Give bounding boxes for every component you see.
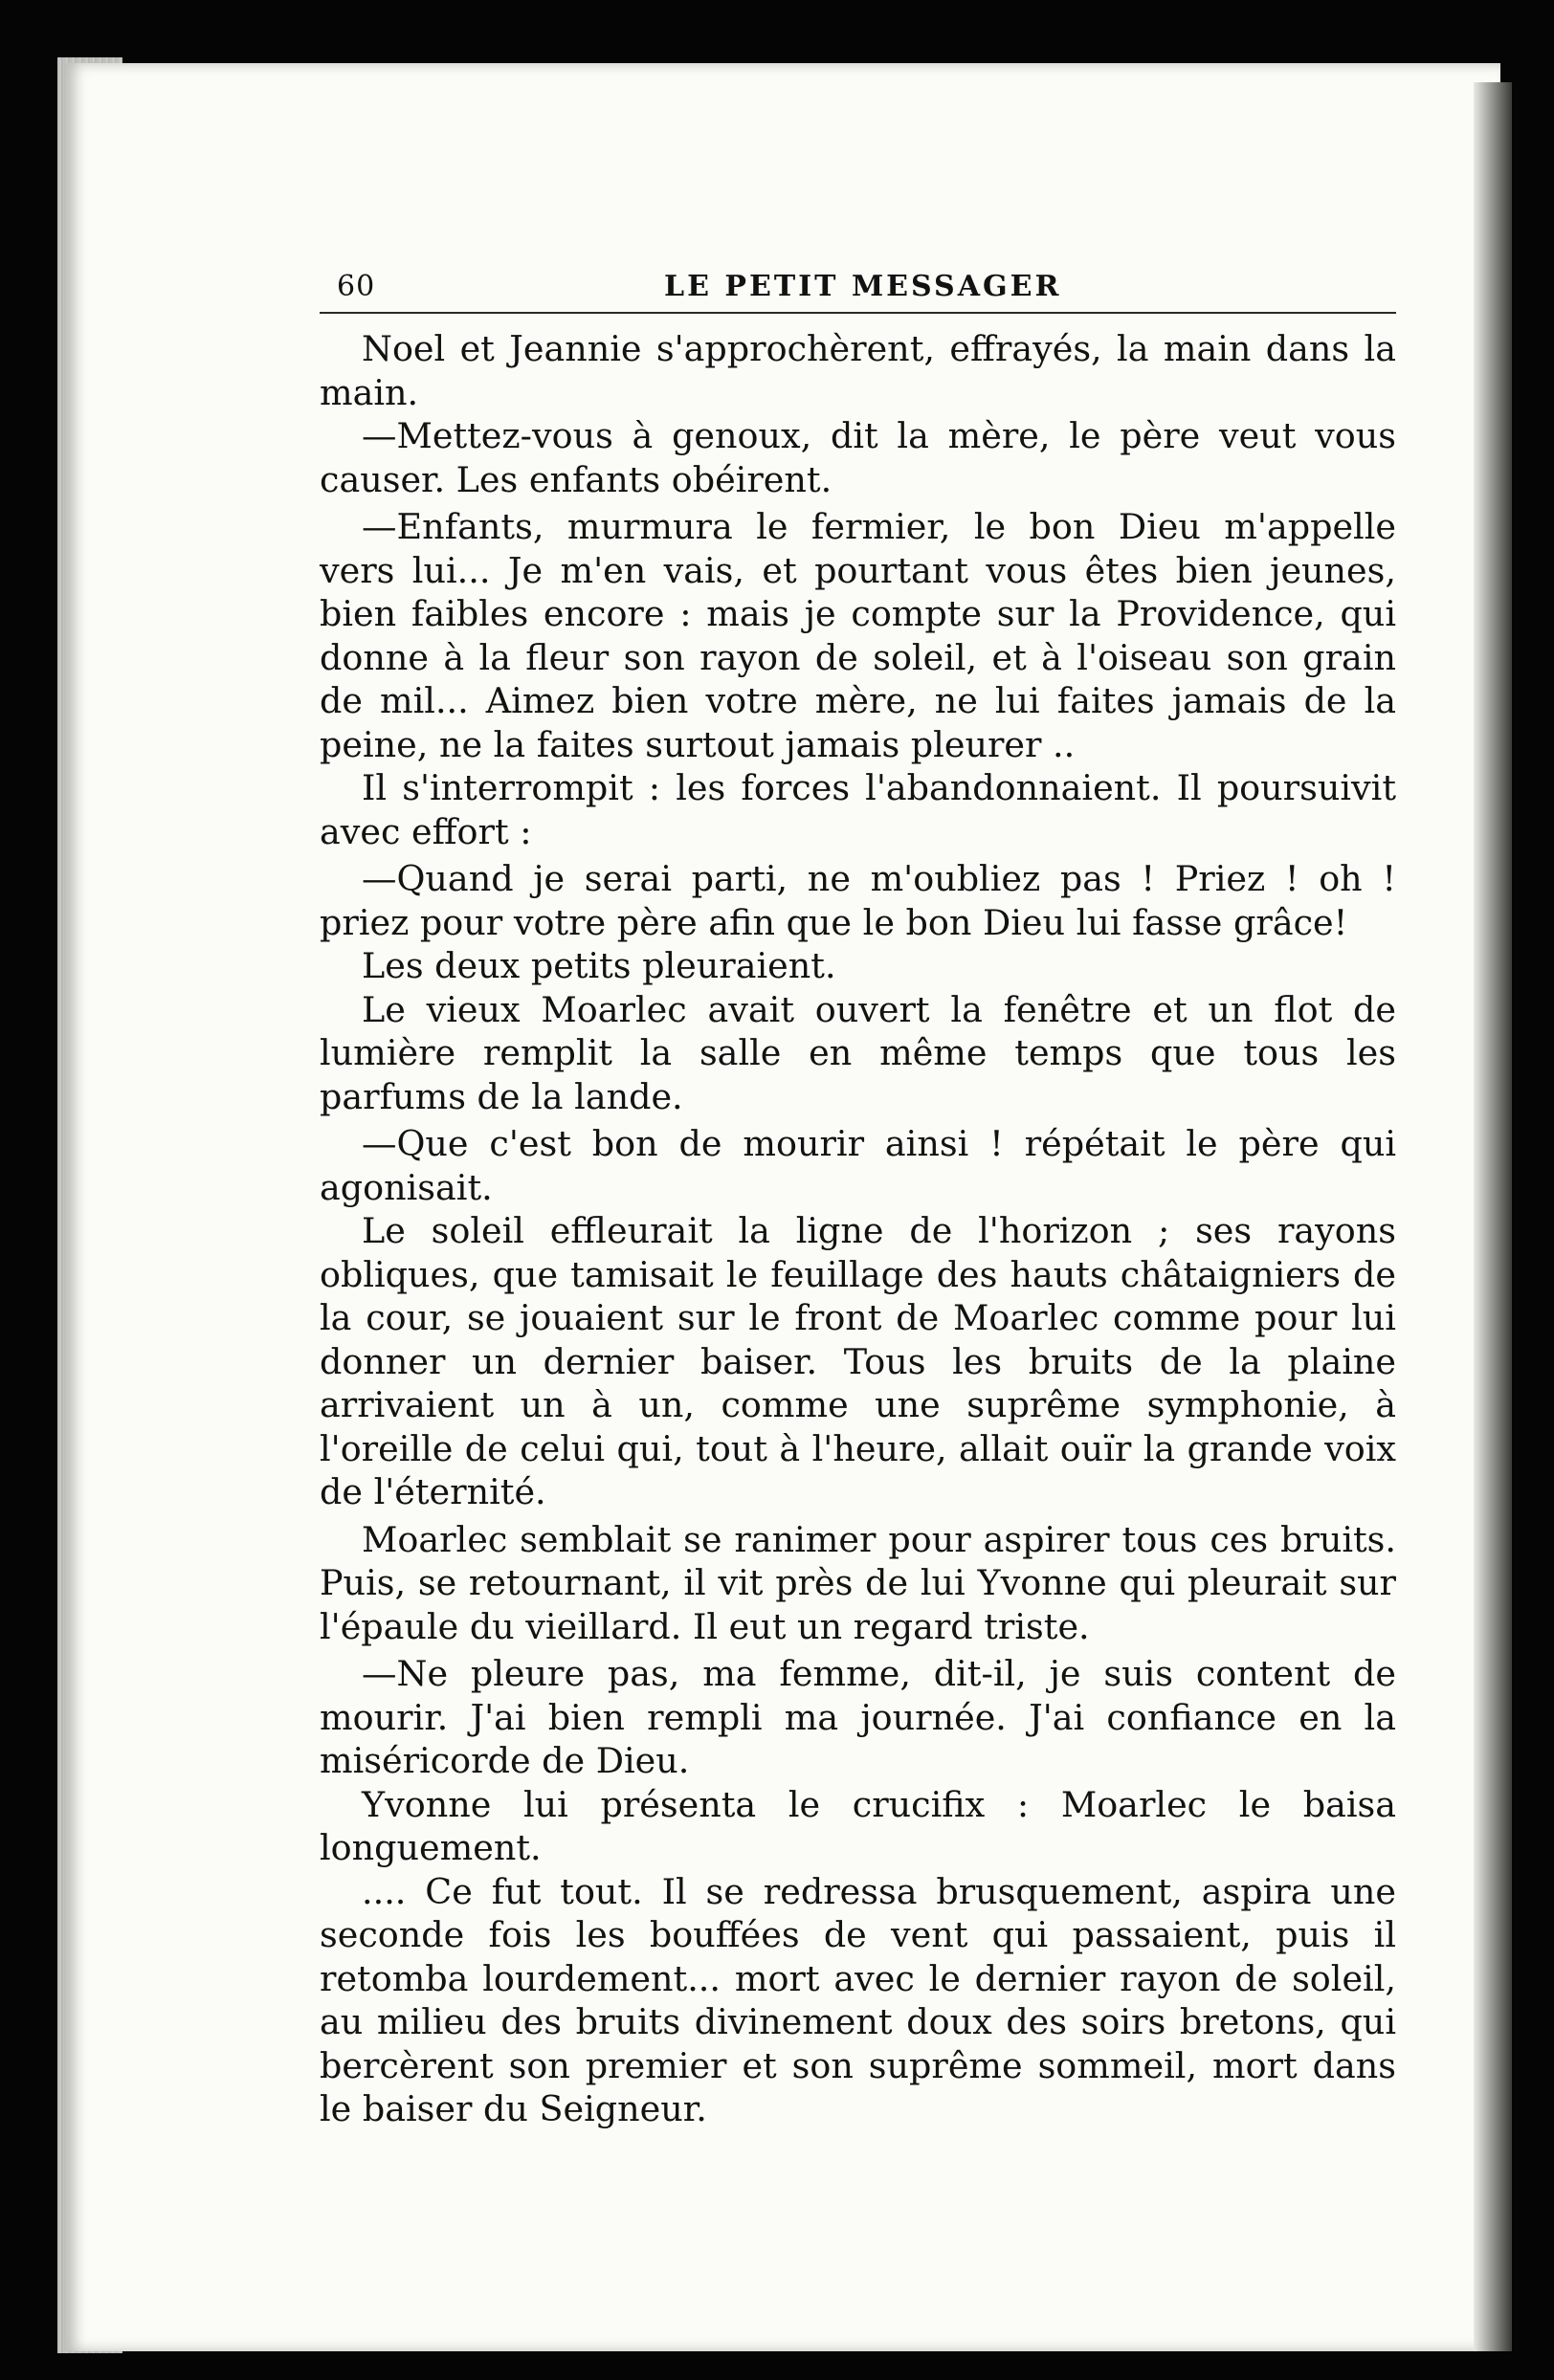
body-text <box>320 327 1396 2131</box>
paragraph: —Enfants, murmura le fermier, le bon Dieu m'appelle vers lui... Je m'en vais, et pourtant vous êtes bien jeunes, bien faibles encore : mais je compte sur la Providence, qui donne à la fleur son rayon de soleil, et à l'oiseau son grain de mil... Aimez bien votre mère, ne lui faites jamais de la peine, ne la faites surtout jamais pleurer .. <box>320 506 1396 765</box>
binding-shadow <box>1474 82 1512 2351</box>
paragraph: .... Ce fut tout. Il se redressa brusquement, aspira une seconde fois les bouffées de vent qui passaient, puis il retomba lourdement... mort avec le dernier rayon de soleil, au milieu des bruits divinement doux des soirs bretons, qui bercèrent son premier et son suprême sommeil, mort dans le baiser du Seigneur. <box>320 1870 1396 2129</box>
paragraph: Les deux petits pleuraient. <box>362 945 836 986</box>
text-block <box>320 258 1396 2131</box>
running-head <box>320 258 1396 314</box>
paragraph: —Ne pleure pas, ma femme, dit-il, je suis content de mourir. J'ai bien rempli ma journée. J'ai confiance en la miséricorde de Dieu. <box>320 1653 1396 1781</box>
page-number: 60 <box>337 270 376 303</box>
paragraph: Le soleil effleurait la ligne de l'horizon ; ses rayons obliques, que tamisait le feuillage des hauts châtaigniers de la cour, se jouaient sur le front de Moarlec comme pour lui donner un dernier baiser. Tous les bruits de la plaine arrivaient un à un, comme une suprême symphonie, à l'oreille de celui qui, tout à l'heure, allait ouïr la grande voix de l'éternité. <box>320 1210 1396 1512</box>
paragraph: Le vieux Moarlec avait ouvert la fenêtre et un flot de lumière remplit la salle en même temps que tous les parfums de la lande. <box>320 988 1396 1117</box>
paragraph: Il s'interrompit : les forces l'abandonnaient. Il poursuivit avec effort : <box>320 767 1396 852</box>
paragraph: —Que c'est bon de mourir ainsi ! répétait le père qui agonisait. <box>320 1123 1396 1208</box>
paragraph: Yvonne lui présenta le crucifix : Moarlec le baisa longuement. <box>320 1783 1396 1868</box>
paragraph: —Mettez-vous à genoux, dit la mère, le père veut vous causer. Les enfants obéirent. <box>320 415 1396 500</box>
paragraph: —Quand je serai parti, ne m'oubliez pas ! Priez ! oh ! priez pour votre père afin que le bon Dieu lui fasse grâce! <box>320 858 1396 943</box>
paragraph: Moarlec semblait se ranimer pour aspirer tous ces bruits. Puis, se retournant, il vit près de lui Yvonne qui pleurait sur l'épaule du vieillard. Il eut un regard triste. <box>320 1518 1396 1647</box>
paragraph: Noel et Jeannie s'approchèrent, effrayés, la main dans la main. <box>320 328 1396 413</box>
running-title: LE PETIT MESSAGER <box>664 270 1062 303</box>
